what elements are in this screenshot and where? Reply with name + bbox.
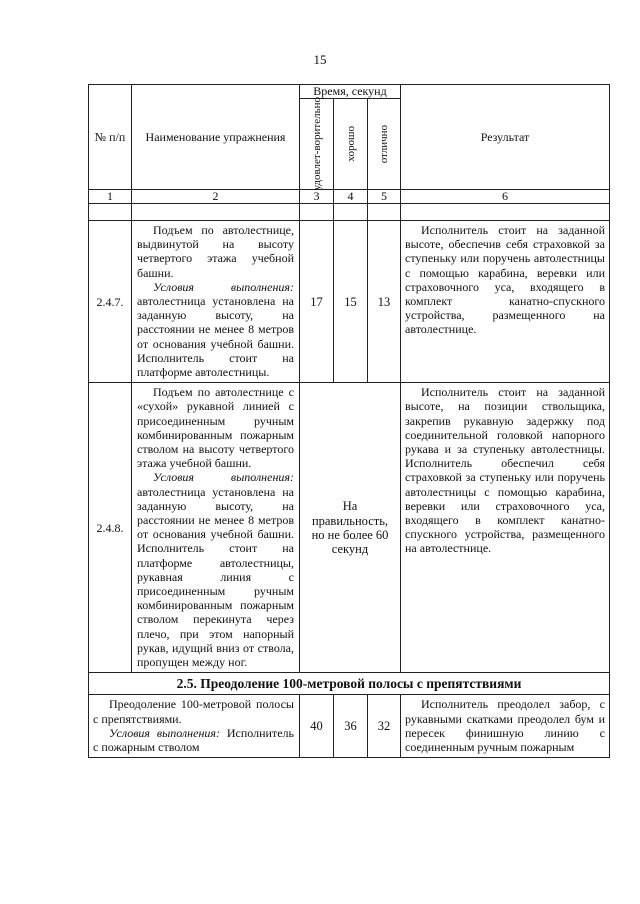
table-header-row	[89, 85, 610, 99]
table-row	[89, 383, 610, 673]
row-number: 2.4.8.	[89, 383, 132, 673]
spacer-row	[89, 204, 610, 221]
time-text: На правильность, но не более 60 секунд	[300, 383, 401, 673]
column-number: 1	[89, 190, 132, 204]
row-number: 2.4.7.	[89, 221, 132, 383]
header-num: № п/п	[89, 85, 132, 190]
time-satisfactory: 17	[300, 221, 334, 383]
exercise-text: Подъем по автолестнице, выдвинутой на высоту четвертого этажа учебной башни.	[137, 223, 294, 280]
conditions-label: Условия выполнения:	[153, 279, 294, 294]
conditions-text: автолестница установлена на заданную высоту, на расстоянии не менее 8 метров от основания учебной башни. Исполнитель стоит на платформе автолестницы, рукавная линия с присоединенным ручным комбинированным пожарным стволом перекинута через плечо, при этом напорный рукав, идущий вниз от ствола, пропущен между ног.	[137, 484, 294, 670]
exercise-name	[132, 383, 300, 673]
exercise-text: Преодоление 100-метровой полосы с препятствиями.	[93, 697, 294, 726]
time-excellent: 13	[368, 221, 401, 383]
header-result: Результат	[401, 85, 610, 190]
conditions-text: Исполнитель с пожарным стволом	[93, 725, 294, 754]
exercise-text: Подъем по автолестнице с «сухой» рукавной линией с присоединенным ручным комбинированным пожарным стволом на высоту четвертого этажа учебной башни.	[137, 385, 294, 471]
column-number: 5	[368, 190, 401, 204]
column-number: 2	[132, 190, 300, 204]
header-excellent-text: отлично	[378, 124, 390, 164]
header-satisfactory	[300, 99, 334, 190]
result-paragraph: Исполнитель стоит на заданной высоте, обеспечив себя страховкой за ступеньку или поручень автолестницы с помощью карабина, веревки или страховочного уса, входящего в комплект канатно-спускного устройства, размещенного на автолестнице.	[405, 223, 605, 337]
result-paragraph: Исполнитель стоит на заданной высоте, на позиции ствольщика, закрепив рукавную задержку под соединительной головкой напорного рукава и за ступеньку автолестницы. Исполнитель обеспечил себя страховкой за ступеньку или поручень автолестницы с помощью карабина, веревки или страховочного уса, входящего в комплект канатно-спускного устройства, размещенного на автолестнице.	[405, 385, 605, 556]
exercise-name	[132, 221, 300, 383]
header-time: Время, секунд	[300, 85, 401, 99]
header-satisfactory-text: удовлет-ворительно	[310, 97, 323, 191]
column-number-row	[89, 190, 610, 204]
table-row	[89, 695, 610, 758]
conditions-label: Условия выполнения:	[109, 725, 220, 740]
conditions-label: Условия выполнения:	[153, 470, 294, 485]
time-satisfactory: 40	[300, 695, 334, 758]
time-good: 36	[334, 695, 368, 758]
header-excellent	[368, 99, 401, 190]
result-text	[401, 695, 610, 758]
result-text	[401, 383, 610, 673]
column-number: 4	[334, 190, 368, 204]
page-number: 15	[313, 52, 327, 67]
column-number: 3	[300, 190, 334, 204]
time-good: 15	[334, 221, 368, 383]
result-text	[401, 221, 610, 383]
exercise-table	[88, 84, 610, 758]
time-excellent: 32	[368, 695, 401, 758]
header-good	[334, 99, 368, 190]
column-number: 6	[401, 190, 610, 204]
table-row	[89, 221, 610, 383]
header-name: Наименование упражнения	[132, 85, 300, 190]
section-row	[89, 673, 610, 695]
result-paragraph: Исполнитель преодолел забор, с рукавными скатками преодолел бум и пересек финишную линию с соединенным ручным пожарным	[405, 697, 605, 754]
conditions-text: автолестница установлена на заданную высоту, на расстоянии не менее 8 метров от основания учебной башни. Исполнитель стоит на платформе автолестницы.	[137, 294, 294, 380]
exercise-name	[89, 695, 300, 758]
section-title: 2.5. Преодоление 100-метровой полосы с препятствиями	[89, 673, 610, 695]
header-good-text: хорошо	[344, 126, 357, 162]
